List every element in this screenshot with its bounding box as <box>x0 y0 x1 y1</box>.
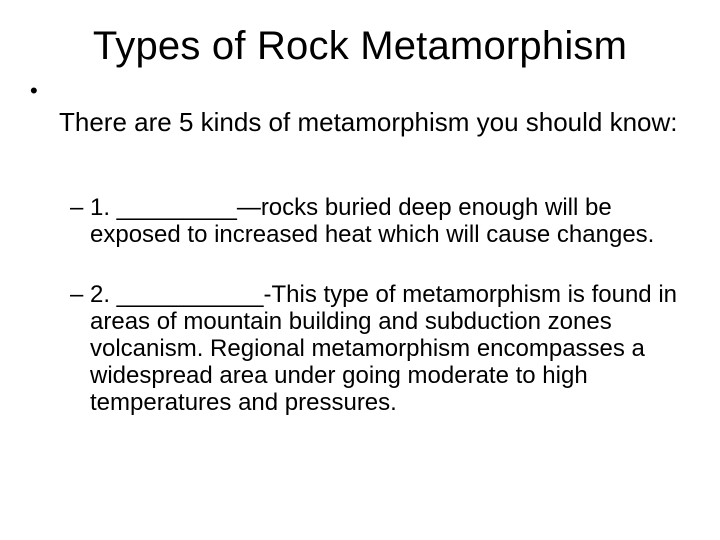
list-item <box>70 281 690 416</box>
list-item-text: 1. _________—rocks buried deep enough will be exposed to increased heat which will cause changes. <box>90 194 655 248</box>
bullet-marker: • <box>30 78 38 103</box>
list-item-text: 2. ___________-This type of metamorphism is found in areas of mountain building and subduction zones volcanism. Regional metamorphism encompasses a widespread area under going moderate to high temperatures and pressures. <box>90 281 678 416</box>
dash-marker: – <box>70 281 84 308</box>
slide-title: Types of Rock Metamorphism <box>92 24 628 68</box>
dash-marker: – <box>70 194 84 221</box>
lead-text: There are 5 kinds of metamorphism you should know: <box>59 107 678 137</box>
list-item <box>70 194 690 248</box>
